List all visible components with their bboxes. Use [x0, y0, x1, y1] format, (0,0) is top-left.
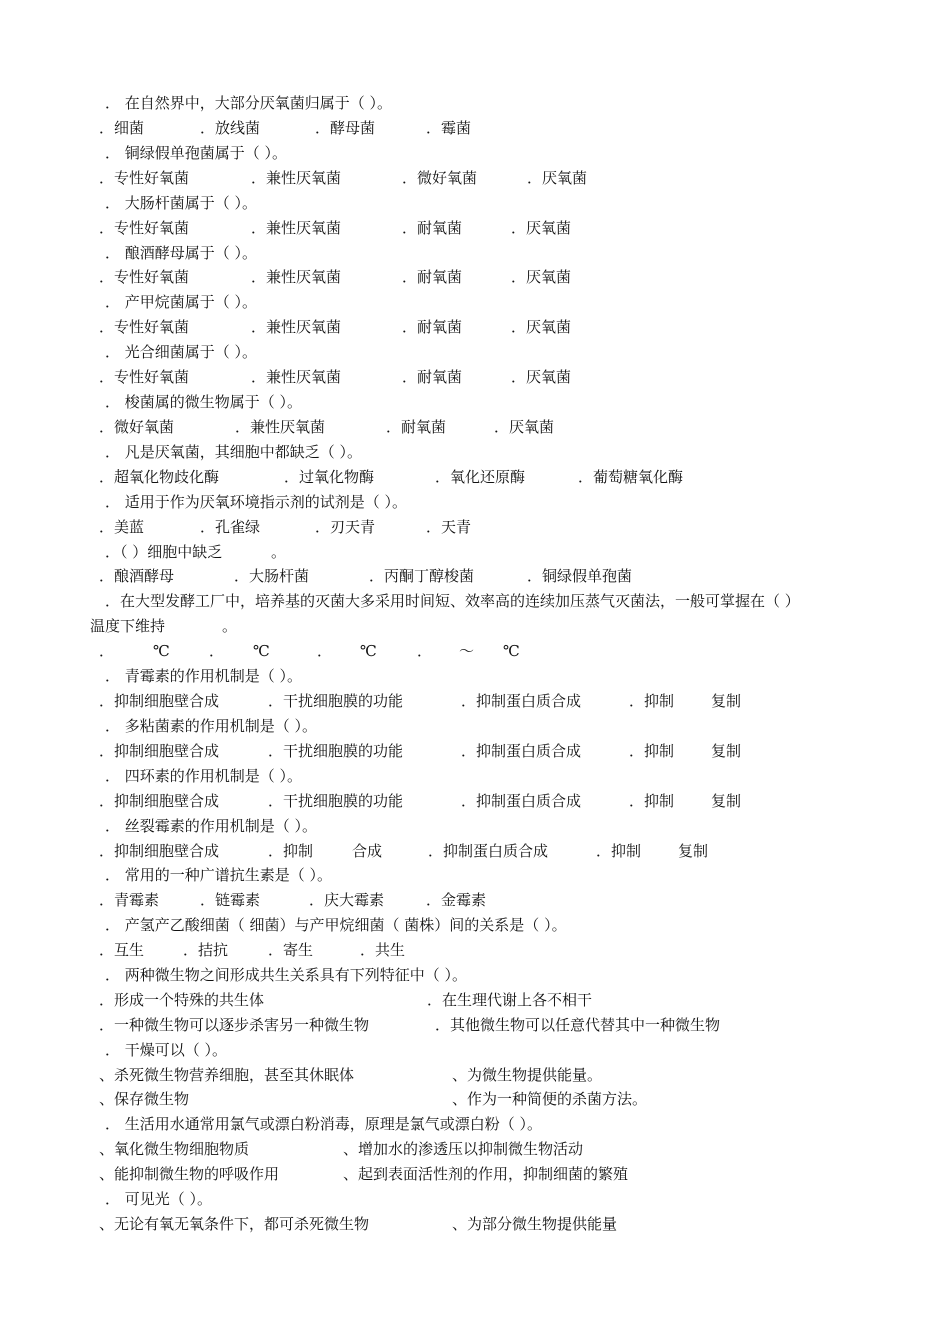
text-segment: ． 干燥可以（ ）。 [105, 1041, 228, 1059]
text-segment: ．庆大霉素 [309, 891, 385, 909]
text-segment: ．葡萄糖氧化酶 [578, 468, 684, 486]
text-segment: ． [417, 642, 433, 660]
text-segment: ．拮抗 [183, 941, 229, 959]
text-segment: ．（ ）细胞中缺乏 [105, 543, 223, 561]
text-segment: ．其他微生物可以任意代替其中一种微生物 [435, 1016, 721, 1034]
text-segment: ．在大型发酵工厂中，培养基的灭菌大多采用时间短、效率高的连续加压蒸气灭菌法，一般可掌握在（ ） [105, 592, 800, 610]
text-segment: ．刃天青 [315, 518, 376, 536]
text-segment: ．互生 [99, 941, 145, 959]
text-segment: ．共生 [360, 941, 406, 959]
text-segment: 、增加水的渗透压以抑制微生物活动 [343, 1140, 584, 1158]
text-segment: ． 青霉素的作用机制是（ ）。 [105, 667, 303, 685]
text-segment: ．铜绿假单孢菌 [527, 567, 633, 585]
text-segment: ．抑制 [268, 842, 314, 860]
text-segment: 。 [271, 543, 287, 561]
text-segment: ．抑制 [629, 742, 675, 760]
text-segment: ．抑制蛋白质合成 [461, 792, 582, 810]
text-segment: ．微好氧菌 [402, 169, 478, 187]
text-segment: ． 常用的一种广谱抗生素是（ ）。 [105, 866, 333, 884]
text-segment: ． 四环素的作用机制是（ ）。 [105, 767, 303, 785]
text-segment: 、能抑制微生物的呼吸作用 [99, 1165, 280, 1183]
text-segment: 合成 [352, 842, 383, 860]
text-segment: ． 在自然界中，大部分厌氧菌归属于（ ）。 [105, 94, 393, 112]
text-segment: 复制 [711, 742, 742, 760]
text-segment: ．耐氧菌 [402, 219, 463, 237]
text-segment: 、氧化微生物细胞物质 [99, 1140, 250, 1158]
text-segment: 复制 [711, 792, 742, 810]
text-segment: ．放线菌 [200, 119, 261, 137]
text-segment: ． 凡是厌氧菌，其细胞中都缺乏（ ）。 [105, 443, 363, 461]
text-segment: ．耐氧菌 [402, 318, 463, 336]
text-segment: 。 [222, 617, 238, 635]
text-segment: ℃ [153, 642, 170, 660]
text-segment: ． [317, 642, 333, 660]
text-segment: ． 生活用水通常用氯气或漂白粉消毒，原理是氯气或漂白粉（ ）。 [105, 1115, 543, 1133]
text-segment: ． 适用于作为厌氧环境指示剂的试剂是（ ）。 [105, 493, 408, 511]
text-segment: ℃ [503, 642, 520, 660]
text-segment: ． 可见光（ ）。 [105, 1190, 213, 1208]
text-segment: ．丙酮丁醇梭菌 [369, 567, 475, 585]
text-segment: ．厌氧菌 [527, 169, 588, 187]
text-segment: ．干扰细胞膜的功能 [268, 692, 404, 710]
text-segment: ．兼性厌氧菌 [251, 268, 342, 286]
text-segment: ． 大肠杆菌属于（ ）。 [105, 194, 258, 212]
text-segment: ．兼性厌氧菌 [251, 318, 342, 336]
text-segment: ．一种微生物可以逐步杀害另一种微生物 [99, 1016, 370, 1034]
text-segment: ．厌氧菌 [511, 318, 572, 336]
text-segment: ． [99, 642, 115, 660]
text-segment: ．厌氧菌 [511, 368, 572, 386]
text-segment: ．专性好氧菌 [99, 318, 190, 336]
text-segment: ．抑制细胞壁合成 [99, 842, 220, 860]
text-segment: ℃ [360, 642, 377, 660]
text-segment: ．细菌 [99, 119, 145, 137]
text-segment: 、保存微生物 [99, 1090, 190, 1108]
text-segment: 复制 [678, 842, 709, 860]
text-segment: ．抑制细胞壁合成 [99, 792, 220, 810]
text-segment: ．耐氧菌 [402, 268, 463, 286]
text-segment: ．链霉素 [200, 891, 261, 909]
text-segment: ．抑制细胞壁合成 [99, 692, 220, 710]
text-segment: ． 产氢产乙酸细菌（ 细菌）与产甲烷细菌（ 菌株）间的关系是（ ）。 [105, 916, 567, 934]
text-segment: ．过氧化物酶 [284, 468, 375, 486]
text-segment: ．金霉素 [426, 891, 487, 909]
text-segment: ．干扰细胞膜的功能 [268, 792, 404, 810]
text-segment: ．抑制蛋白质合成 [461, 692, 582, 710]
text-segment: ．青霉素 [99, 891, 160, 909]
text-segment: ．干扰细胞膜的功能 [268, 742, 404, 760]
text-segment: ．厌氧菌 [511, 219, 572, 237]
text-segment: ．兼性厌氧菌 [235, 418, 326, 436]
text-segment: ．兼性厌氧菌 [251, 169, 342, 187]
text-segment: ． 酿酒酵母属于（ ）。 [105, 244, 258, 262]
text-segment: ．大肠杆菌 [234, 567, 310, 585]
text-segment: ．在生理代谢上各不相干 [427, 991, 593, 1009]
text-segment: 、作为一种简便的杀菌方法。 [452, 1090, 648, 1108]
text-segment: ～ [459, 642, 475, 660]
text-segment: ．抑制 [629, 692, 675, 710]
text-segment: ．专性好氧菌 [99, 169, 190, 187]
text-segment: ． 铜绿假单孢菌属于（ ）。 [105, 144, 288, 162]
text-segment: ． 丝裂霉素的作用机制是（ ）。 [105, 817, 318, 835]
text-segment: ．寄生 [268, 941, 314, 959]
text-segment: ℃ [253, 642, 270, 660]
text-segment: ．酿酒酵母 [99, 567, 175, 585]
text-segment: ．专性好氧菌 [99, 219, 190, 237]
text-segment: 、起到表面活性剂的作用，抑制细菌的繁殖 [343, 1165, 629, 1183]
text-segment: ．抑制 [629, 792, 675, 810]
text-segment: ． 产甲烷菌属于（ ）。 [105, 293, 258, 311]
text-segment: ．酵母菌 [315, 119, 376, 137]
text-segment: ． 光合细菌属于（ ）。 [105, 343, 258, 361]
text-segment: ．美蓝 [99, 518, 145, 536]
text-segment: ． 两种微生物之间形成共生关系具有下列特征中（ ）。 [105, 966, 468, 984]
text-segment: ． [209, 642, 225, 660]
text-segment: ．微好氧菌 [99, 418, 175, 436]
text-segment: ．兼性厌氧菌 [251, 219, 342, 237]
text-segment: ．抑制细胞壁合成 [99, 742, 220, 760]
text-segment: ．耐氧菌 [386, 418, 447, 436]
text-segment: ． 梭菌属的微生物属于（ ）。 [105, 393, 303, 411]
text-segment: 、为微生物提供能量。 [452, 1066, 603, 1084]
text-segment: ．兼性厌氧菌 [251, 368, 342, 386]
text-segment: ．孔雀绿 [200, 518, 261, 536]
text-segment: ．抑制 [596, 842, 642, 860]
text-segment: ．形成一个特殊的共生体 [99, 991, 265, 1009]
text-segment: ．专性好氧菌 [99, 268, 190, 286]
text-segment: ． 多粘菌素的作用机制是（ ）。 [105, 717, 318, 735]
text-segment: ．霉菌 [426, 119, 472, 137]
text-segment: ．氧化还原酶 [435, 468, 526, 486]
text-segment: ．抑制蛋白质合成 [461, 742, 582, 760]
text-segment: 、杀死微生物营养细胞，甚至其休眠体 [99, 1066, 355, 1084]
text-segment: ．耐氧菌 [402, 368, 463, 386]
text-segment: ．厌氧菌 [511, 268, 572, 286]
text-segment: 、无论有氧无氧条件下，都可杀死微生物 [99, 1215, 370, 1233]
text-segment: ．天青 [426, 518, 472, 536]
text-segment: ．厌氧菌 [494, 418, 555, 436]
text-segment: ．抑制蛋白质合成 [428, 842, 549, 860]
text-segment: 、为部分微生物提供能量 [452, 1215, 618, 1233]
text-segment: 温度下维持 [90, 617, 166, 635]
text-segment: 复制 [711, 692, 742, 710]
text-segment: ．超氧化物歧化酶 [99, 468, 220, 486]
text-segment: ．专性好氧菌 [99, 368, 190, 386]
